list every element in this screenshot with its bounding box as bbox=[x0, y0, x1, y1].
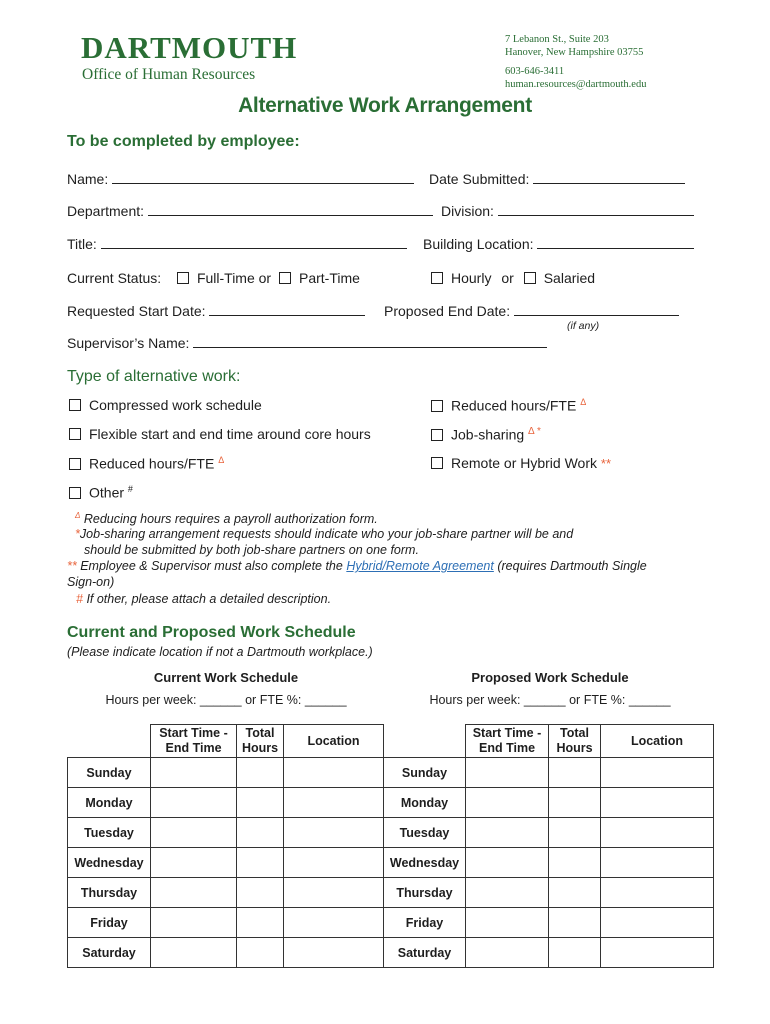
note-job-sharing bbox=[75, 527, 573, 541]
location-cell[interactable] bbox=[601, 848, 714, 878]
end-date-label: Proposed End Date: bbox=[384, 303, 511, 319]
option-compressed[interactable] bbox=[69, 397, 262, 413]
total-hours-cell[interactable] bbox=[237, 818, 284, 848]
hash-mark: # bbox=[127, 484, 133, 494]
start-end-cell[interactable] bbox=[466, 818, 549, 848]
table-row bbox=[68, 788, 384, 818]
location-cell[interactable] bbox=[284, 818, 384, 848]
start-end-cell[interactable] bbox=[466, 878, 549, 908]
supervisor-field[interactable] bbox=[193, 335, 547, 348]
org-logo-wordmark: DARTMOUTH bbox=[81, 30, 298, 65]
double-star-mark: ** bbox=[600, 456, 612, 471]
option-reduced-hours-left[interactable] bbox=[69, 455, 224, 472]
day-label: Thursday bbox=[68, 878, 151, 908]
note-text: Employee & Supervisor must also complete the bbox=[80, 559, 343, 573]
start-end-cell[interactable] bbox=[466, 788, 549, 818]
department-name: Office of Human Resources bbox=[82, 66, 256, 83]
reduced-hours-checkbox[interactable] bbox=[431, 400, 443, 412]
note-text-post: (requires Dartmouth Single bbox=[497, 559, 647, 573]
table-row bbox=[68, 908, 384, 938]
start-end-cell[interactable] bbox=[151, 818, 237, 848]
corner-cell bbox=[68, 725, 151, 758]
title-field[interactable] bbox=[101, 236, 407, 249]
building-field[interactable] bbox=[537, 236, 694, 249]
supervisor-label: Supervisor’s Name: bbox=[67, 335, 190, 351]
salaried-label: Salaried bbox=[543, 270, 596, 286]
option-reduced-hours-right[interactable] bbox=[431, 397, 586, 414]
title-row bbox=[67, 236, 407, 252]
address-line-1: 7 Lebanon St., Suite 203 bbox=[505, 34, 609, 45]
day-label: Sunday bbox=[384, 758, 466, 788]
work-type-heading: Type of alternative work: bbox=[67, 368, 241, 385]
day-label: Monday bbox=[68, 788, 151, 818]
end-date-row bbox=[384, 303, 679, 319]
table-row bbox=[384, 758, 714, 788]
name-field[interactable] bbox=[112, 171, 414, 184]
table-row bbox=[68, 938, 384, 968]
start-date-label: Requested Start Date: bbox=[67, 303, 206, 319]
full-time-label: Full-Time or bbox=[196, 270, 272, 286]
total-hours-cell[interactable] bbox=[237, 878, 284, 908]
page-title: Alternative Work Arrangement bbox=[238, 94, 532, 117]
hourly-label: Hourly bbox=[451, 270, 492, 286]
current-status-label: Current Status: bbox=[67, 270, 162, 286]
day-label: Tuesday bbox=[68, 818, 151, 848]
col-total-hours: Total Hours bbox=[549, 725, 601, 758]
department-field[interactable] bbox=[148, 203, 433, 216]
address-block bbox=[505, 33, 646, 91]
delta-star-mark: Δ * bbox=[528, 426, 541, 437]
phone-number: 603-646-3411 bbox=[505, 66, 565, 77]
option-other[interactable] bbox=[69, 484, 133, 501]
start-date-field[interactable] bbox=[209, 303, 365, 316]
day-label: Friday bbox=[68, 908, 151, 938]
total-hours-cell[interactable] bbox=[237, 788, 284, 818]
note-reducing-hours bbox=[75, 511, 378, 526]
part-time-label: Part-Time bbox=[298, 270, 360, 286]
division-field[interactable] bbox=[498, 203, 694, 216]
flexible-checkbox[interactable] bbox=[69, 428, 81, 440]
star-mark: * bbox=[75, 527, 80, 541]
schedule-subheading: (Please indicate location if not a Dartmouth workplace.) bbox=[67, 645, 373, 659]
location-cell[interactable] bbox=[601, 908, 714, 938]
day-label: Saturday bbox=[68, 938, 151, 968]
note-text: Reducing hours requires a payroll authorization form. bbox=[83, 512, 378, 527]
total-hours-cell[interactable] bbox=[237, 938, 284, 968]
table-row bbox=[384, 878, 714, 908]
delta-mark: Δ bbox=[75, 511, 81, 520]
table-row bbox=[384, 938, 714, 968]
total-hours-cell[interactable] bbox=[549, 938, 601, 968]
table-row bbox=[384, 788, 714, 818]
note-text: If other, please attach a detailed description. bbox=[86, 592, 332, 606]
note-hybrid-cont: Sign-on) bbox=[67, 575, 115, 589]
table-row bbox=[68, 758, 384, 788]
total-hours-cell[interactable] bbox=[549, 908, 601, 938]
start-end-cell[interactable] bbox=[151, 878, 237, 908]
day-label: Friday bbox=[384, 908, 466, 938]
start-end-cell[interactable] bbox=[466, 848, 549, 878]
option-label: Compressed work schedule bbox=[89, 397, 262, 413]
division-label: Division: bbox=[441, 203, 494, 219]
name-label: Name: bbox=[67, 171, 109, 187]
total-hours-cell[interactable] bbox=[237, 758, 284, 788]
option-label: Other bbox=[89, 484, 125, 501]
total-hours-cell[interactable] bbox=[237, 908, 284, 938]
current-schedule-table bbox=[67, 724, 384, 968]
salaried-checkbox[interactable] bbox=[524, 272, 536, 284]
date-submitted-row bbox=[429, 171, 685, 187]
name-row bbox=[67, 171, 414, 187]
date-submitted-field[interactable] bbox=[533, 171, 685, 184]
location-cell[interactable] bbox=[284, 848, 384, 878]
total-hours-cell[interactable] bbox=[549, 818, 601, 848]
delta-mark: Δ bbox=[218, 455, 225, 465]
location-cell[interactable] bbox=[284, 878, 384, 908]
option-job-sharing[interactable] bbox=[431, 426, 541, 443]
part-time-checkbox[interactable] bbox=[279, 272, 291, 284]
email-address: human.resources@dartmouth.edu bbox=[505, 79, 647, 90]
start-end-cell[interactable] bbox=[466, 938, 549, 968]
location-cell[interactable] bbox=[284, 788, 384, 818]
col-total-hours: Total Hours bbox=[237, 725, 284, 758]
option-label: Job-sharing bbox=[451, 426, 525, 443]
proposed-schedule-table bbox=[383, 724, 714, 968]
current-hours-line[interactable]: Hours per week: ______ or FTE %: ______ bbox=[105, 693, 347, 707]
department-row bbox=[67, 203, 433, 219]
proposed-schedule-title: Proposed Work Schedule bbox=[471, 670, 629, 685]
date-submitted-label: Date Submitted: bbox=[429, 171, 530, 187]
day-label: Wednesday bbox=[384, 848, 466, 878]
location-cell[interactable] bbox=[284, 908, 384, 938]
full-time-checkbox[interactable] bbox=[177, 272, 189, 284]
table-bottom-rule bbox=[67, 967, 714, 968]
end-date-field[interactable] bbox=[514, 303, 679, 316]
schedule-heading: Current and Proposed Work Schedule bbox=[67, 624, 356, 641]
col-start-end-time: Start Time - End Time bbox=[151, 725, 237, 758]
total-hours-cell[interactable] bbox=[237, 848, 284, 878]
table-row bbox=[68, 878, 384, 908]
day-label: Wednesday bbox=[68, 848, 151, 878]
table-row bbox=[384, 908, 714, 938]
option-remote-hybrid[interactable] bbox=[431, 455, 611, 471]
note-hybrid bbox=[67, 559, 647, 573]
day-label: Sunday bbox=[68, 758, 151, 788]
col-start-end-time: Start Time - End Time bbox=[466, 725, 549, 758]
current-status-row bbox=[67, 270, 360, 286]
supervisor-row bbox=[67, 335, 547, 351]
day-label: Thursday bbox=[384, 878, 466, 908]
proposed-hours-line[interactable]: Hours per week: ______ or FTE %: ______ bbox=[429, 693, 671, 707]
table-row bbox=[68, 848, 384, 878]
option-label: Flexible start and end time around core hours bbox=[89, 426, 371, 442]
division-row bbox=[441, 203, 694, 219]
double-star-mark: ** bbox=[67, 559, 77, 573]
note-text: Job-sharing arrangement requests should indicate who your job-share partner will be and bbox=[79, 527, 574, 541]
hybrid-remote-agreement-link[interactable]: Hybrid/Remote Agreement bbox=[346, 559, 494, 573]
start-end-cell[interactable] bbox=[466, 758, 549, 788]
job-sharing-checkbox[interactable] bbox=[431, 429, 443, 441]
col-location: Location bbox=[284, 725, 384, 758]
start-end-cell[interactable] bbox=[151, 908, 237, 938]
option-flexible[interactable] bbox=[69, 426, 371, 442]
compressed-checkbox[interactable] bbox=[69, 399, 81, 411]
delta-mark: Δ bbox=[580, 397, 587, 407]
note-other bbox=[76, 592, 331, 606]
start-end-cell[interactable] bbox=[151, 788, 237, 818]
start-end-cell[interactable] bbox=[151, 758, 237, 788]
location-cell[interactable] bbox=[284, 938, 384, 968]
start-end-cell[interactable] bbox=[151, 848, 237, 878]
if-any-note: (if any) bbox=[567, 320, 600, 332]
or-label: or bbox=[501, 270, 514, 286]
start-date-row bbox=[67, 303, 365, 319]
building-label: Building Location: bbox=[423, 236, 534, 252]
option-label: Remote or Hybrid Work bbox=[451, 455, 598, 471]
total-hours-cell[interactable] bbox=[549, 788, 601, 818]
employee-section-heading: To be completed by employee: bbox=[67, 133, 300, 150]
corner-cell bbox=[384, 725, 466, 758]
day-label: Tuesday bbox=[384, 818, 466, 848]
start-end-cell[interactable] bbox=[466, 908, 549, 938]
hash-mark: # bbox=[76, 592, 83, 606]
location-cell[interactable] bbox=[601, 938, 714, 968]
table-row bbox=[68, 818, 384, 848]
total-hours-cell[interactable] bbox=[549, 758, 601, 788]
reduced-hours-checkbox[interactable] bbox=[69, 458, 81, 470]
option-label: Reduced hours/FTE bbox=[89, 455, 215, 472]
title-label: Title: bbox=[67, 236, 97, 252]
day-label: Saturday bbox=[384, 938, 466, 968]
option-label: Reduced hours/FTE bbox=[451, 397, 577, 414]
total-hours-cell[interactable] bbox=[549, 878, 601, 908]
location-cell[interactable] bbox=[601, 788, 714, 818]
location-cell[interactable] bbox=[284, 758, 384, 788]
pay-type-row bbox=[431, 270, 595, 286]
location-cell[interactable] bbox=[601, 878, 714, 908]
current-schedule-title: Current Work Schedule bbox=[153, 670, 299, 685]
location-cell[interactable] bbox=[601, 758, 714, 788]
location-cell[interactable] bbox=[601, 818, 714, 848]
note-job-sharing-cont: should be submitted by both job-share partners on one form. bbox=[84, 543, 419, 557]
building-row bbox=[423, 236, 694, 252]
hourly-checkbox[interactable] bbox=[431, 272, 443, 284]
table-row bbox=[384, 818, 714, 848]
col-location: Location bbox=[601, 725, 714, 758]
table-row bbox=[384, 848, 714, 878]
start-end-cell[interactable] bbox=[151, 938, 237, 968]
address-line-2: Hanover, New Hampshire 03755 bbox=[505, 47, 644, 58]
remote-hybrid-checkbox[interactable] bbox=[431, 457, 443, 469]
department-label: Department: bbox=[67, 203, 145, 219]
day-label: Monday bbox=[384, 788, 466, 818]
total-hours-cell[interactable] bbox=[549, 848, 601, 878]
other-checkbox[interactable] bbox=[69, 487, 81, 499]
